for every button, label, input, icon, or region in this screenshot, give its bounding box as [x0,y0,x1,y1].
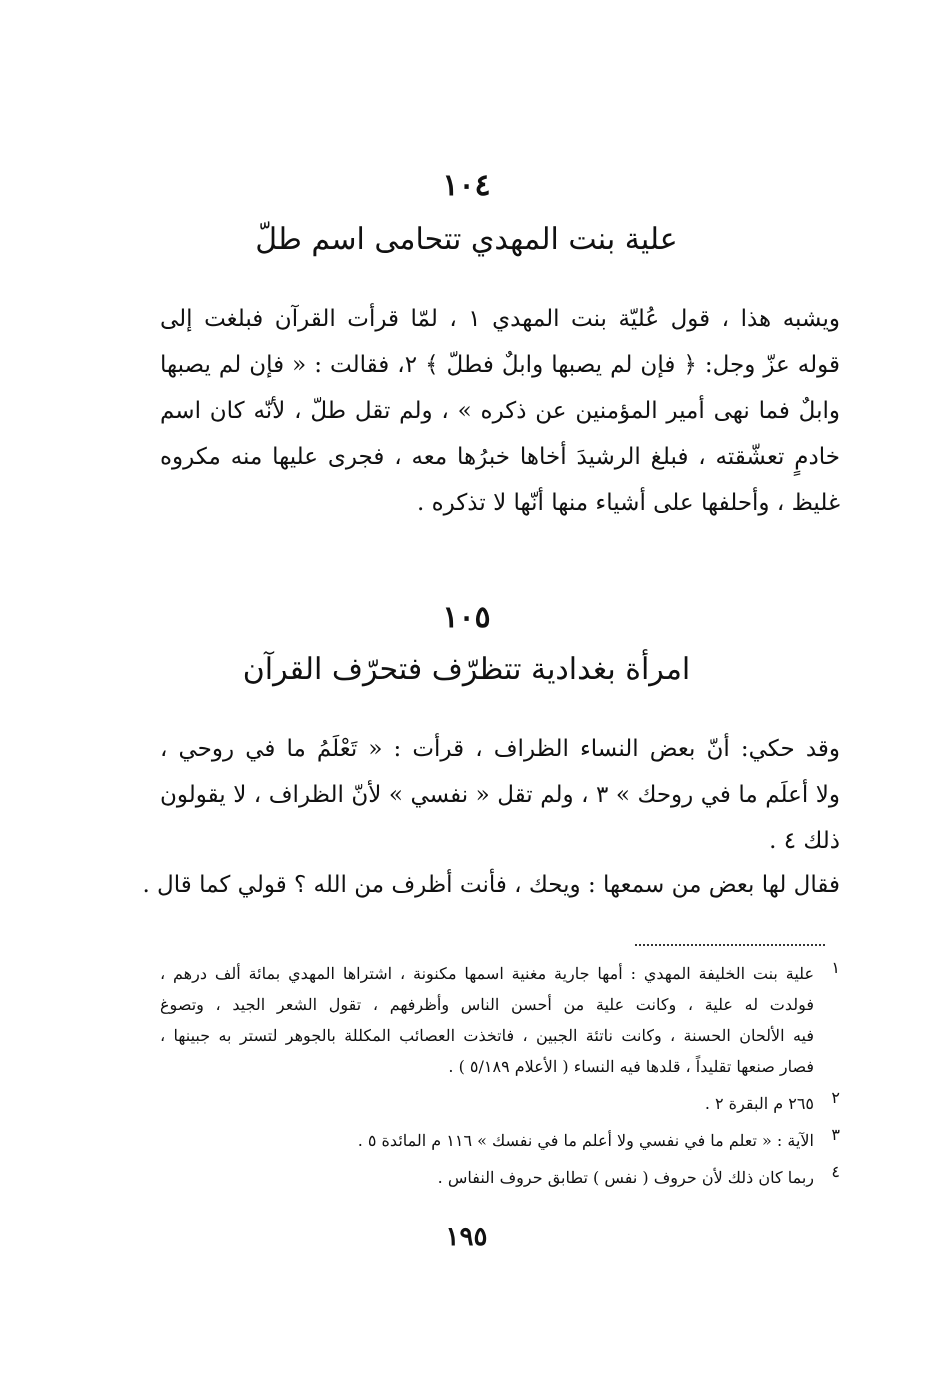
paragraph-line: ويشبه هذا ، قول عُليّة بنت المهدي ١ ، لمّا قرأت القرآن فبلغت إلى [160,306,840,332]
section-number: ١٠٥ [442,600,491,635]
footnote-line: فيه الألحان الحسنة ، وكانت ناتئة الجبين ، فاتخذت العصائب المكللة بالجوهر لتستر به جبينها ، [160,1026,815,1045]
footnote-line: فولدت له علية ، وكانت علية من أحسن الناس وأظرفهم ، تقول الشعر الجيد ، وتصوغ [160,995,815,1014]
section-paragraph [160,296,840,526]
section-title: علية بنت المهدي تتحامى اسم طلّ [255,222,678,257]
footnote-number: ١ [831,958,840,977]
section-title: امرأة بغدادية تتظرّف فتحرّف القرآن [242,652,691,687]
footnote-line: علية بنت الخليفة المهدي : أمها جارية مغنية اسمها مكنونة ، اشتراها المهدي بمائة ألف درهم ، [160,964,814,983]
footnote [160,1088,840,1119]
paragraph-line: ولا أعلَم ما في روحك » ٣ ، ولم تقل « نفسي » لأنّ الظراف ، لا يقولون [160,782,840,808]
footnotes [160,958,840,1193]
footnote-line: فصار صنعها تقليداً ، قلدها فيه النساء ( الأعلام ٥/١٨٩ ) . [448,1057,814,1076]
paragraph-line: وابلٌ فما نهى أمير المؤمنين عن ذكره » ، ولم تقل طلّ ، لأنّه كان اسم [160,398,840,424]
footnote [160,958,840,1082]
paragraph-line: وقد حكي: أنّ بعض النساء الظراف ، قرأت : « تَعْلَمُ ما في روحي ، [160,736,840,762]
paragraph-line: خادمٍ تعشّقته ، فبلغ الرشيدَ أخاها خبرُها معه ، فجرى عليها منه مكروه [160,444,840,470]
paragraph-line: فقال لها بعض من سمعها : ويحك ، فأنت أظرف من الله ؟ قولي كما قال . [142,872,840,898]
footnote [160,1125,840,1156]
closing-paragraph [142,862,840,908]
paragraph-line: قوله عزّ وجل: ﴿ فإن لم يصبها وابلٌ فطلّ ﴾ ٢، فقالت : « فإن لم يصبها [160,352,840,378]
footnote-number: ٣ [831,1125,840,1144]
footnote-separator [635,944,825,946]
footnote-line: ٢٦٥ م البقرة ٢ . [704,1094,814,1113]
footnote-number: ٢ [831,1088,840,1107]
footnote-line: الآية : « تعلم ما في نفسي ولا أعلم ما في نفسك » ١١٦ م المائدة ٥ . [357,1131,814,1150]
section-number: ١٠٤ [442,168,491,203]
paragraph-line: غليظ ، وأحلفها على أشياء منها أنّها لا تذكره . [416,490,840,516]
footnote-number: ٤ [831,1162,840,1181]
footnote [160,1162,840,1193]
paragraph-line: ذلك ٤ . [769,828,840,854]
section-paragraph [160,726,840,864]
footnote-line: ربما كان ذلك لأن حروف ( نفس ) تطابق حروف النفاس . [437,1168,814,1187]
page-number: ١٩٥ [445,1222,488,1252]
